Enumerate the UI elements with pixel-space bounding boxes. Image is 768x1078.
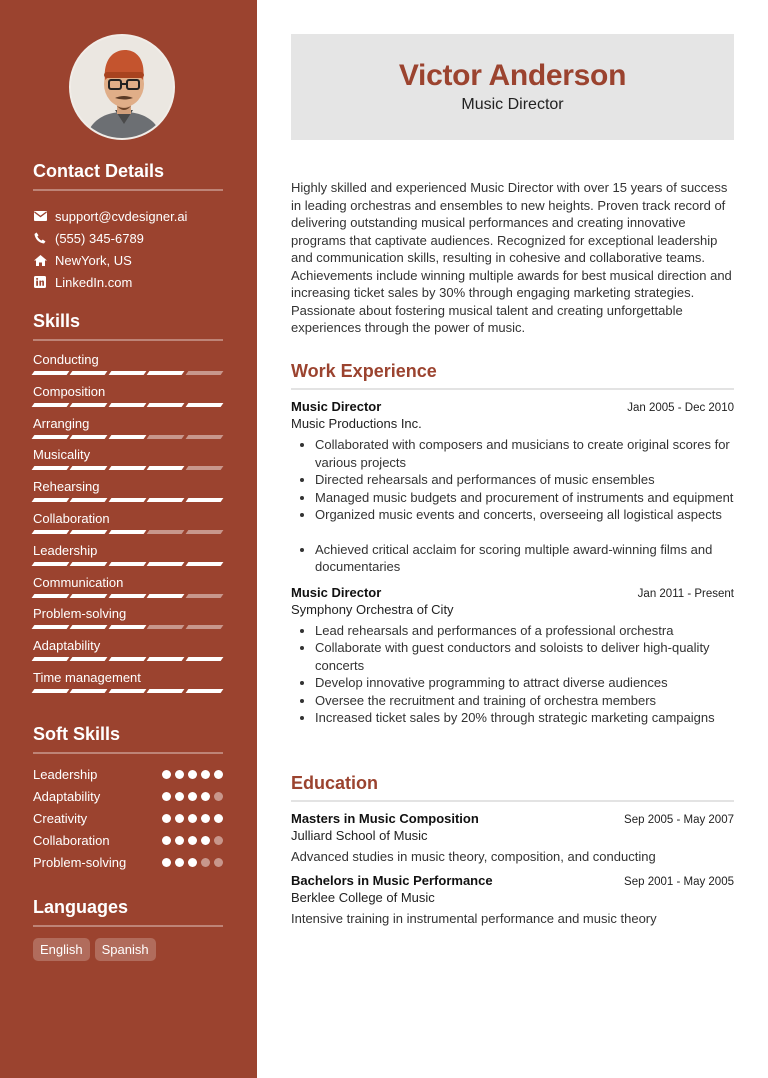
soft-skill-name: Creativity [33, 810, 88, 826]
education-list [291, 811, 734, 926]
skills-section [33, 311, 223, 701]
job-organization: Symphony Orchestra of City [291, 601, 454, 617]
skill-level-segment [108, 435, 146, 439]
skill-level-segment [70, 625, 108, 629]
soft-skill-name: Problem-solving [33, 854, 127, 870]
skill-level-segment [32, 371, 70, 375]
skill-level-segment [108, 625, 146, 629]
rating-dot [162, 770, 171, 779]
languages-section [33, 897, 223, 961]
skill-name: Composition [33, 383, 106, 399]
skill-level-segment [108, 562, 146, 566]
soft-skill-item [33, 785, 223, 807]
job-bullet: • Increased ticket sales by 20% through strategic marketing campaigns [315, 709, 734, 727]
skill-item [33, 574, 223, 606]
skill-level-bar [33, 657, 223, 661]
skill-level-segment [185, 371, 223, 375]
languages-title: Languages [33, 897, 223, 927]
skill-level-segment [185, 498, 223, 502]
skill-level-segment [147, 403, 185, 407]
skill-level-segment [185, 403, 223, 407]
rating-dot [188, 836, 197, 845]
job-bullet: • Collaborated with composers and musicians to create original scores for various projects [315, 436, 734, 471]
education-header [291, 811, 734, 826]
job-organization: Music Productions Inc. [291, 416, 422, 431]
sidebar [0, 0, 257, 1078]
job-header [291, 585, 734, 600]
rating-dot [214, 792, 223, 801]
skill-level-segment [108, 466, 146, 470]
rating-dot [214, 814, 223, 823]
skill-name: Time management [33, 669, 141, 685]
education-description: Intensive training in instrumental performance and music theory [291, 911, 657, 926]
education-dates: Sep 2001 - May 2005 [624, 876, 734, 888]
person-portrait-image [71, 36, 175, 140]
rating-dot [201, 814, 210, 823]
contact-section [33, 161, 223, 293]
school-name: Berklee College of Music [291, 890, 435, 905]
job-bullets [291, 436, 734, 576]
rating-dot [162, 858, 171, 867]
skill-level-segment [108, 403, 146, 407]
skill-level-segment [147, 498, 185, 502]
skill-item [33, 637, 223, 669]
languages-list [33, 938, 223, 961]
contact-linkedin-text: LinkedIn.com [55, 274, 133, 290]
rating-dot [162, 792, 171, 801]
soft-skill-name: Adaptability [33, 788, 101, 804]
job-bullet: • Organized music events and concerts, overseeing all logistical aspects [315, 506, 734, 524]
skill-level-bar [33, 498, 223, 502]
skill-level-segment [32, 466, 70, 470]
job-bullet: • Oversee the recruitment and training of orchestra members [315, 692, 734, 710]
soft-skill-item [33, 851, 223, 873]
rating-dot [214, 836, 223, 845]
home-icon [33, 253, 47, 267]
job-entry [291, 585, 734, 727]
soft-skill-rating [162, 814, 223, 823]
job-bullet: • Lead rehearsals and performances of a professional orchestra [315, 622, 734, 640]
skill-level-segment [147, 466, 185, 470]
contact-location [33, 249, 223, 271]
skill-level-segment [70, 530, 108, 534]
skills-list [33, 351, 223, 701]
skill-level-segment [32, 530, 70, 534]
skill-level-segment [32, 562, 70, 566]
soft-skill-name: Leadership [33, 766, 98, 782]
profile-summary: Highly skilled and experienced Music Director with over 15 years of success in leading orchestras and ensembles to new heights. Proven track record of delivering outstanding musical performances and creating innovative programs that captivate audiences. Recognized for exceptional leadership and communication skills, resulting in cohesive and collaborative teams. Achievements include winning multiple awards for best musical direction and increasing ticket sales by 30% through engaging marketing strategies. Passionate about fostering musical talent and creating unforgettable experiences through the power of music. [291, 180, 732, 335]
skill-level-segment [147, 689, 185, 693]
skill-level-bar [33, 371, 223, 375]
skill-level-segment [147, 657, 185, 661]
rating-dot [201, 770, 210, 779]
skill-level-bar [33, 435, 223, 439]
contact-email[interactable] [33, 205, 223, 227]
skill-level-segment [185, 689, 223, 693]
education-entry [291, 811, 734, 864]
rating-dot [201, 836, 210, 845]
rating-dot [175, 836, 184, 845]
skill-level-segment [32, 403, 70, 407]
skill-level-segment [185, 530, 223, 534]
envelope-icon [33, 209, 47, 223]
job-dates: Jan 2011 - Present [637, 587, 734, 600]
language-chip: English [33, 938, 90, 961]
degree-title: Masters in Music Composition [291, 811, 479, 826]
contact-location-text: NewYork, US [55, 252, 132, 268]
job-header [291, 399, 734, 414]
skill-level-segment [108, 371, 146, 375]
skill-level-segment [32, 689, 70, 693]
skill-level-segment [108, 498, 146, 502]
skill-name: Problem-solving [33, 606, 127, 622]
skill-level-segment [147, 625, 185, 629]
rating-dot [188, 792, 197, 801]
rating-dot [214, 858, 223, 867]
skill-name: Arranging [33, 415, 90, 431]
rating-dot [188, 858, 197, 867]
school-name: Julliard School of Music [291, 828, 428, 843]
job-dates: Jan 2005 - Dec 2010 [627, 402, 734, 414]
skill-name: Communication [33, 574, 124, 590]
candidate-name: Victor Anderson [398, 59, 627, 92]
education-dates: Sep 2005 - May 2007 [624, 814, 734, 826]
jobs-list [291, 399, 734, 727]
skill-level-segment [32, 625, 70, 629]
education-description: Advanced studies in music theory, composition, and conducting [291, 849, 656, 864]
soft-skill-item [33, 829, 223, 851]
candidate-role: Music Director [461, 96, 564, 113]
skill-level-segment [32, 594, 70, 598]
skill-name: Adaptability [33, 638, 101, 654]
skill-level-segment [147, 371, 185, 375]
contact-linkedin[interactable] [33, 271, 223, 293]
soft-skill-rating [162, 858, 223, 867]
education-header [291, 873, 734, 888]
skill-level-segment [185, 562, 223, 566]
soft-skills-section [33, 724, 223, 873]
rating-dot [175, 792, 184, 801]
skill-level-bar [33, 625, 223, 629]
job-bullet: • Achieved critical acclaim for scoring multiple award-winning films and documentaries [315, 541, 734, 576]
job-bullet: • Managed music budgets and procurement of instruments and equipment [315, 489, 734, 507]
job-bullet: • Directed rehearsals and performances of music ensembles [315, 471, 734, 489]
rating-dot [175, 858, 184, 867]
skill-name: Rehearsing [33, 479, 100, 495]
skill-level-segment [147, 594, 185, 598]
skill-level-segment [108, 530, 146, 534]
header-box [291, 34, 734, 140]
job-entry [291, 399, 734, 576]
rating-dot [162, 836, 171, 845]
skill-level-segment [108, 657, 146, 661]
job-title: Music Director [291, 584, 382, 600]
skill-level-bar [33, 562, 223, 566]
skill-item [33, 415, 223, 447]
rating-dot [201, 792, 210, 801]
skill-level-segment [147, 435, 185, 439]
skill-level-segment [108, 594, 146, 598]
skill-name: Collaboration [33, 510, 110, 526]
skills-title: Skills [33, 311, 223, 341]
skill-level-segment [147, 562, 185, 566]
soft-skill-item [33, 763, 223, 785]
rating-dot [188, 814, 197, 823]
skill-level-segment [70, 403, 108, 407]
work-experience-section [291, 361, 734, 727]
profile-photo [69, 34, 175, 140]
skill-level-segment [70, 657, 108, 661]
work-experience-title: Work Experience [291, 361, 734, 390]
soft-skill-rating [162, 770, 223, 779]
phone-icon [33, 231, 47, 245]
skill-level-segment [147, 530, 185, 534]
skill-item [33, 605, 223, 637]
skill-item [33, 478, 223, 510]
skill-item [33, 542, 223, 574]
rating-dot [175, 770, 184, 779]
education-title: Education [291, 773, 734, 802]
skill-item [33, 351, 223, 383]
skill-level-segment [32, 657, 70, 661]
contact-phone-text: (555) 345-6789 [55, 230, 144, 246]
skill-level-segment [70, 466, 108, 470]
contact-phone[interactable] [33, 227, 223, 249]
soft-skill-rating [162, 836, 223, 845]
soft-skills-title: Soft Skills [33, 724, 223, 754]
skill-level-segment [70, 594, 108, 598]
skill-name: Conducting [33, 352, 99, 367]
skill-level-segment [185, 466, 223, 470]
soft-skill-name: Collaboration [33, 832, 110, 848]
skill-level-segment [70, 435, 108, 439]
job-bullet: • Collaborate with guest conductors and soloists to deliver high-quality concerts [315, 639, 734, 674]
contact-email-text: support@cvdesigner.ai [55, 208, 188, 224]
skill-level-segment [185, 435, 223, 439]
skill-item [33, 510, 223, 542]
rating-dot [188, 770, 197, 779]
job-bullets [291, 622, 734, 727]
skill-level-segment [185, 625, 223, 629]
skill-level-bar [33, 594, 223, 598]
skill-level-segment [185, 657, 223, 661]
skill-item [33, 446, 223, 478]
soft-skills-list [33, 763, 223, 873]
soft-skill-item [33, 807, 223, 829]
education-entry [291, 873, 734, 926]
skill-level-segment [185, 594, 223, 598]
skill-level-bar [33, 530, 223, 534]
skill-name: Leadership [33, 542, 98, 558]
skill-level-bar [33, 403, 223, 407]
skill-level-segment [70, 498, 108, 502]
skill-level-segment [70, 562, 108, 566]
rating-dot [175, 814, 184, 823]
degree-title: Bachelors in Music Performance [291, 873, 493, 888]
skill-level-segment [70, 689, 108, 693]
job-bullet: • Develop innovative programming to attract diverse audiences [315, 674, 734, 692]
language-chip: Spanish [95, 938, 156, 961]
rating-dot [201, 858, 210, 867]
rating-dot [162, 814, 171, 823]
rating-dot [214, 770, 223, 779]
skill-level-segment [32, 498, 70, 502]
contact-title: Contact Details [33, 161, 223, 191]
skill-level-segment [70, 371, 108, 375]
education-section [291, 773, 734, 926]
skill-item [33, 383, 223, 415]
skill-item [33, 669, 223, 701]
skill-name: Musicality [33, 447, 91, 463]
job-title: Music Director [291, 399, 382, 414]
skill-level-segment [108, 689, 146, 693]
soft-skill-rating [162, 792, 223, 801]
skill-level-bar [33, 466, 223, 470]
skill-level-bar [33, 689, 223, 693]
skill-level-segment [32, 435, 70, 439]
linkedin-icon [33, 275, 47, 289]
